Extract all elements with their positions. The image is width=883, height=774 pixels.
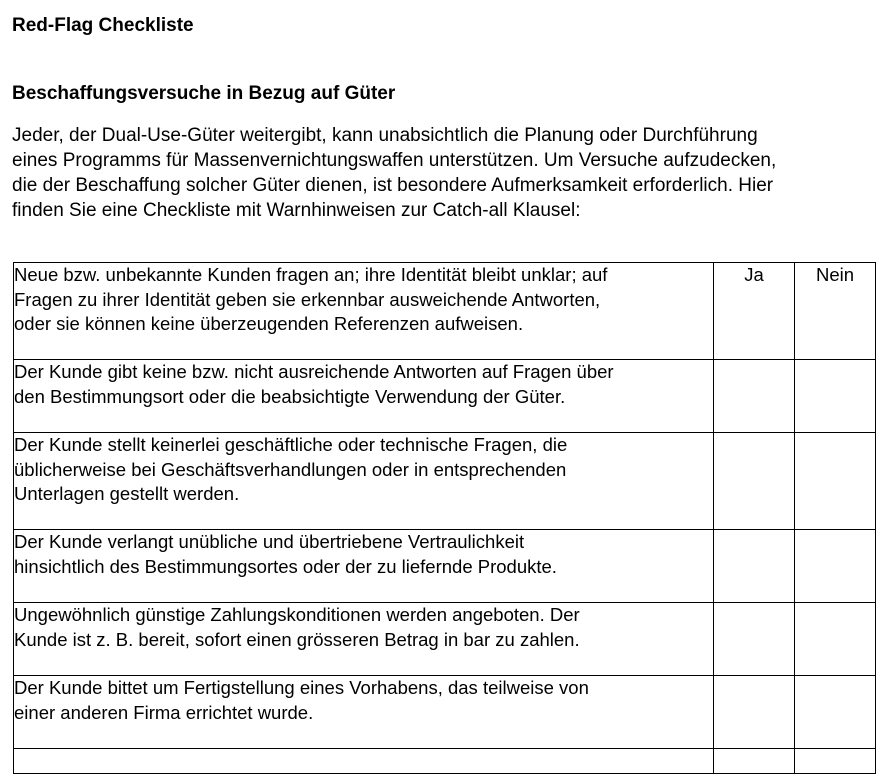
- intro-paragraph: [12, 123, 874, 223]
- column-header-ja: Ja: [714, 263, 795, 360]
- ja-answer-cell[interactable]: [714, 603, 795, 676]
- checklist-item-line: einer anderen Firma errichtet wurde.: [14, 701, 314, 723]
- ja-answer-cell[interactable]: [714, 360, 795, 433]
- document-title: Red-Flag Checkliste: [12, 15, 194, 36]
- checklist-item-line: Neue bzw. unbekannte Kunden fragen an; ihre Identität bleibt unklar; auf: [14, 264, 608, 285]
- checklist-row: [14, 263, 876, 360]
- checklist-item-line: Der Kunde stellt keinerlei geschäftliche oder technische Fragen, die: [14, 434, 568, 455]
- red-flag-checklist-table: [13, 262, 876, 774]
- ja-answer-cell[interactable]: [714, 530, 795, 603]
- ja-answer-cell[interactable]: [714, 749, 795, 774]
- nein-answer-cell[interactable]: [795, 530, 876, 603]
- nein-answer-cell[interactable]: [795, 433, 876, 530]
- intro-line: Jeder, der Dual-Use-Güter weitergibt, kann unabsichtlich die Planung oder Durchführung: [12, 125, 758, 146]
- ja-answer-cell[interactable]: [714, 433, 795, 530]
- checklist-row: [14, 360, 876, 433]
- checklist-item-text: [14, 360, 714, 433]
- checklist-item-line: Der Kunde bittet um Fertigstellung eines Vorhabens, das teilweise von: [14, 677, 589, 698]
- column-header-nein: Nein: [795, 263, 876, 360]
- checklist-item-text: [14, 676, 714, 749]
- section-heading: Beschaffungsversuche in Bezug auf Güter: [12, 83, 396, 104]
- intro-line: finden Sie eine Checkliste mit Warnhinweisen zur Catch-all Klausel:: [12, 200, 581, 221]
- checklist-item-line: Ungewöhnlich günstige Zahlungskonditionen werden angeboten. Der: [14, 604, 580, 625]
- intro-line: eines Programms für Massenvernichtungswaffen unterstützen. Um Versuche aufzudecken,: [12, 150, 777, 171]
- checklist-item-line: den Bestimmungsort oder die beabsichtigte Verwendung der Güter.: [14, 385, 566, 407]
- checklist-item-line: Der Kunde gibt keine bzw. nicht ausreichende Antworten auf Fragen über: [14, 361, 614, 382]
- checklist-item-line: Der Kunde verlangt unübliche und übertriebene Vertraulichkeit: [14, 531, 525, 552]
- checklist-item-text: [14, 603, 714, 676]
- checklist-item-line: Kunde ist z. B. bereit, sofort einen grösseren Betrag in bar zu zahlen.: [14, 628, 580, 650]
- checklist-item-line: oder sie können keine überzeugenden Referenzen aufweisen.: [14, 313, 524, 334]
- checklist-row: [14, 676, 876, 749]
- checklist-item-line: Unterlagen gestellt werden.: [14, 483, 240, 504]
- checklist-row: [14, 603, 876, 676]
- checklist-item-text: [14, 433, 714, 530]
- nein-answer-cell[interactable]: [795, 749, 876, 774]
- checklist-item-line: Fragen zu ihrer Identität geben sie erkennbar ausweichende Antworten,: [14, 288, 601, 310]
- nein-answer-cell[interactable]: [795, 360, 876, 433]
- checklist-item-text: [14, 263, 714, 360]
- ja-answer-cell[interactable]: [714, 676, 795, 749]
- nein-answer-cell[interactable]: [795, 603, 876, 676]
- checklist-item-text: [14, 530, 714, 603]
- checklist-item-line: üblicherweise bei Geschäftsverhandlungen oder in entsprechenden: [14, 458, 567, 480]
- checklist-item-line: hinsichtlich des Bestimmungsortes oder der zu liefernde Produkte.: [14, 555, 557, 577]
- checklist-row-partial: [14, 749, 876, 774]
- checklist-row: [14, 433, 876, 530]
- intro-line: die der Beschaffung solcher Güter dienen, ist besondere Aufmerksamkeit erforderlich. Hier: [12, 175, 774, 196]
- checklist-row: [14, 530, 876, 603]
- checklist-item-text: [14, 749, 714, 774]
- nein-answer-cell[interactable]: [795, 676, 876, 749]
